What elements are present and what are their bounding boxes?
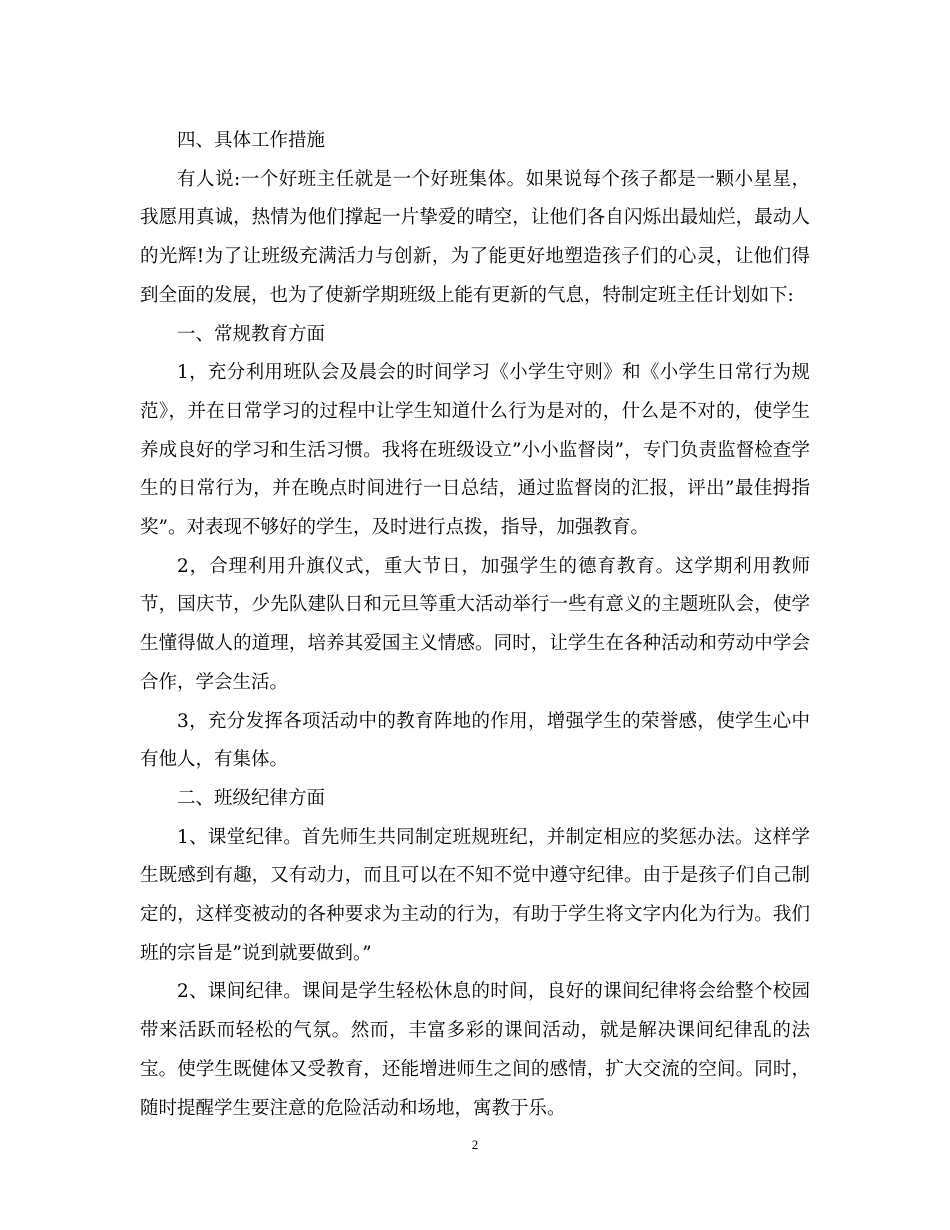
paragraph-discipline-2: 2、课间纪律。课间是学生轻松休息的时间，良好的课间纪律将会给整个校园带来活跃而轻松的气氛。然而，丰富多彩的课间活动，就是解决课间纪律乱的法宝。使学生既健体又受教育，还能增进师生之间的感情，扩大交流的空间。同时，随时提醒学生要注意的危险活动和场地，寓教于乐。 <box>140 981 810 1119</box>
section-heading-class-discipline: 二、班级纪律方面 <box>177 787 326 809</box>
paragraph-discipline-1: 1、课堂纪律。首先师生共同制定班规班纪，并制定相应的奖惩办法。这样学生既感到有趣，又有动力，而且可以在不知不觉中遵守纪律。由于是孩子们自己制定的，这样变被动的各种要求为主动的行为，有助于学生将文字内化为行为。我们班的宗旨是”说到就要做到。” <box>140 826 810 964</box>
paragraph-routine-2: 2，合理利用升旗仪式，重大节日，加强学生的德育教育。这学期利用教师节，国庆节，少先队建队日和元旦等重大活动举行一些有意义的主题班队会，使学生懂得做人的道理，培养其爱国主义情感。同时，让学生在各种活动和劳动中学会合作，学会生活。 <box>140 555 810 693</box>
section-heading-routine-education: 一、常规教育方面 <box>177 323 326 345</box>
section-heading-measures: 四、具体工作措施 <box>177 130 326 151</box>
intro-paragraph: 有人说:一个好班主任就是一个好班集体。如果说每个孩子都是一颗小星星，我愿用真诚，热情为他们撑起一片挚爱的晴空，让他们各自闪烁出最灿烂，最动人的光辉!为了让班级充满活力与创新，为了能更好地塑造孩子们的心灵，让他们得到全面的发展，也为了使新学期班级上能有更新的气息，特制定班主任计划如下: <box>140 168 811 306</box>
document-body <box>140 122 810 1128</box>
paragraph-routine-1: 1，充分利用班队会及晨会的时间学习《小学生守则》和《小学生日常行为规范》，并在日常学习的过程中让学生知道什么行为是对的，什么是不对的，使学生养成良好的学习和生活习惯。我将在班级设立”小小监督岗”，专门负责监督检查学生的日常行为，并在晚点时间进行一日总结，通过监督岗的汇报，评出”最佳拇指奖”。对表现不够好的学生，及时进行点拨，指导，加强教育。 <box>140 362 810 539</box>
paragraph-routine-3: 3，充分发挥各项活动中的教育阵地的作用，增强学生的荣誉感，使学生心中有他人，有集体。 <box>140 710 810 771</box>
page-number: 2 <box>471 1137 479 1152</box>
